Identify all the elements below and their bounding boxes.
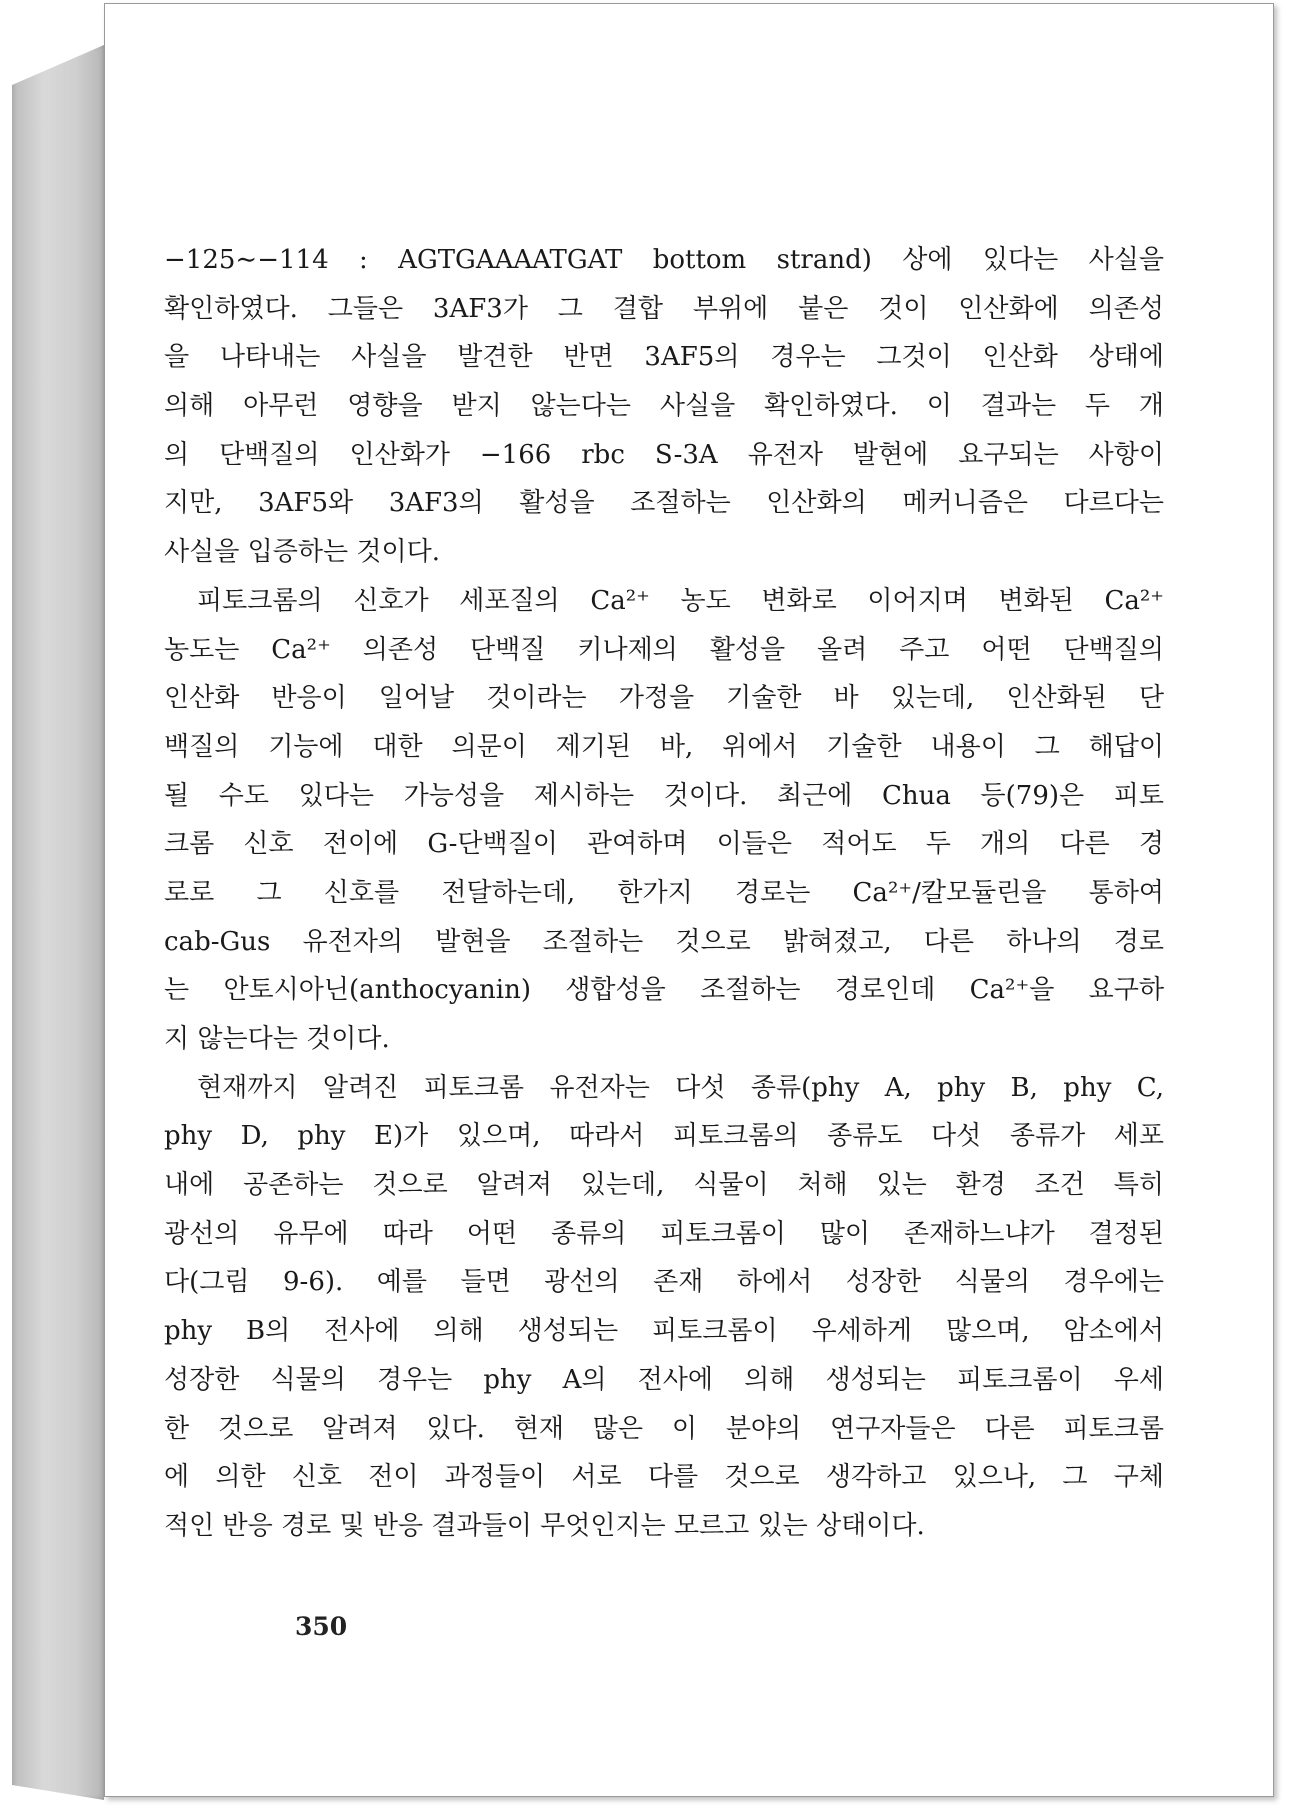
text-line: 광선의 유무에 따라 어떤 종류의 피토크롬이 많이 존재하느냐가 결정된 [164,1218,1164,1249]
text-line: phy B의 전사에 의해 생성되는 피토크롬이 우세하게 많으며, 암소에서 [164,1316,1164,1347]
text-line: 다(그림 9-6). 예를 들면 광선의 존재 하에서 성장한 식물의 경우에는 [164,1267,1164,1298]
text-line: −125∼−114 : AGTGAAAATGAT bottom strand) 상에 있다는 사실을 [164,245,1164,275]
text-line: 확인하였다. 그들은 3AF3가 그 결합 부위에 붙은 것이 인산화에 의존성 [164,293,1164,324]
text-line: 인산화 반응이 일어날 것이라는 가정을 기술한 바 있는데, 인산화된 단 [164,683,1164,714]
body-text [164,236,1164,1551]
text-line: 성장한 식물의 경우는 phy A의 전사에 의해 생성되는 피토크롬이 우세 [164,1364,1164,1395]
text-line: 한 것으로 알려져 있다. 현재 많은 이 분야의 연구자들은 다른 피토크롬 [164,1413,1164,1444]
text-line: 로로 그 신호를 전달하는데, 한가지 경로는 Ca²⁺/칼모듈린을 통하여 [164,877,1164,908]
text-line: 을 나타내는 사실을 발견한 반면 3AF5의 경우는 그것이 인산화 상태에 [164,342,1164,373]
book-spine [12,45,104,1800]
text-line: 크롬 신호 전이에 G-단백질이 관여하며 이들은 적어도 두 개의 다른 경 [164,829,1164,860]
page-number: 350 [295,1612,348,1641]
text-line: 내에 공존하는 것으로 알려져 있는데, 식물이 처해 있는 환경 조건 특히 [164,1170,1164,1201]
text-line: 는 안토시아닌(anthocyanin) 생합성을 조절하는 경로인데 Ca²⁺을 요구하 [164,975,1164,1006]
text-line: 피토크롬의 신호가 세포질의 Ca²⁺ 농도 변화로 이어지며 변화된 Ca²⁺ [197,585,1164,616]
text-line: 될 수도 있다는 가능성을 제시하는 것이다. 최근에 Chua 등(79)은 피토 [164,780,1164,811]
text-line: 의 단백질의 인산화가 −166 rbc S-3A 유전자 발현에 요구되는 사항이 [164,439,1164,470]
text-line: 농도는 Ca²⁺ 의존성 단백질 키나제의 활성을 올려 주고 어떤 단백질의 [164,634,1164,665]
text-line: phy D, phy E)가 있으며, 따라서 피토크롬의 종류도 다섯 종류가 세포 [164,1121,1164,1152]
text-line: 사실을 입증하는 것이다. [164,537,440,568]
text-line: cab-Gus 유전자의 발현을 조절하는 것으로 밝혀졌고, 다른 하나의 경로 [164,926,1164,957]
text-line: 현재까지 알려진 피토크롬 유전자는 다섯 종류(phy A, phy B, phy C, [197,1072,1164,1103]
text-line: 지 않는다는 것이다. [164,1024,390,1054]
text-line: 의해 아무런 영향을 받지 않는다는 사실을 확인하였다. 이 결과는 두 개 [164,391,1164,422]
text-line: 백질의 기능에 대한 의문이 제기된 바, 위에서 기술한 내용이 그 해답이 [164,731,1164,762]
text-line: 에 의한 신호 전이 과정들이 서로 다를 것으로 생각하고 있으나, 그 구체 [164,1462,1164,1493]
text-line: 지만, 3AF5와 3AF3의 활성을 조절하는 인산화의 메커니즘은 다르다는 [164,488,1164,519]
text-line: 적인 반응 경로 및 반응 결과들이 무엇인지는 모르고 있는 상태이다. [164,1510,925,1541]
